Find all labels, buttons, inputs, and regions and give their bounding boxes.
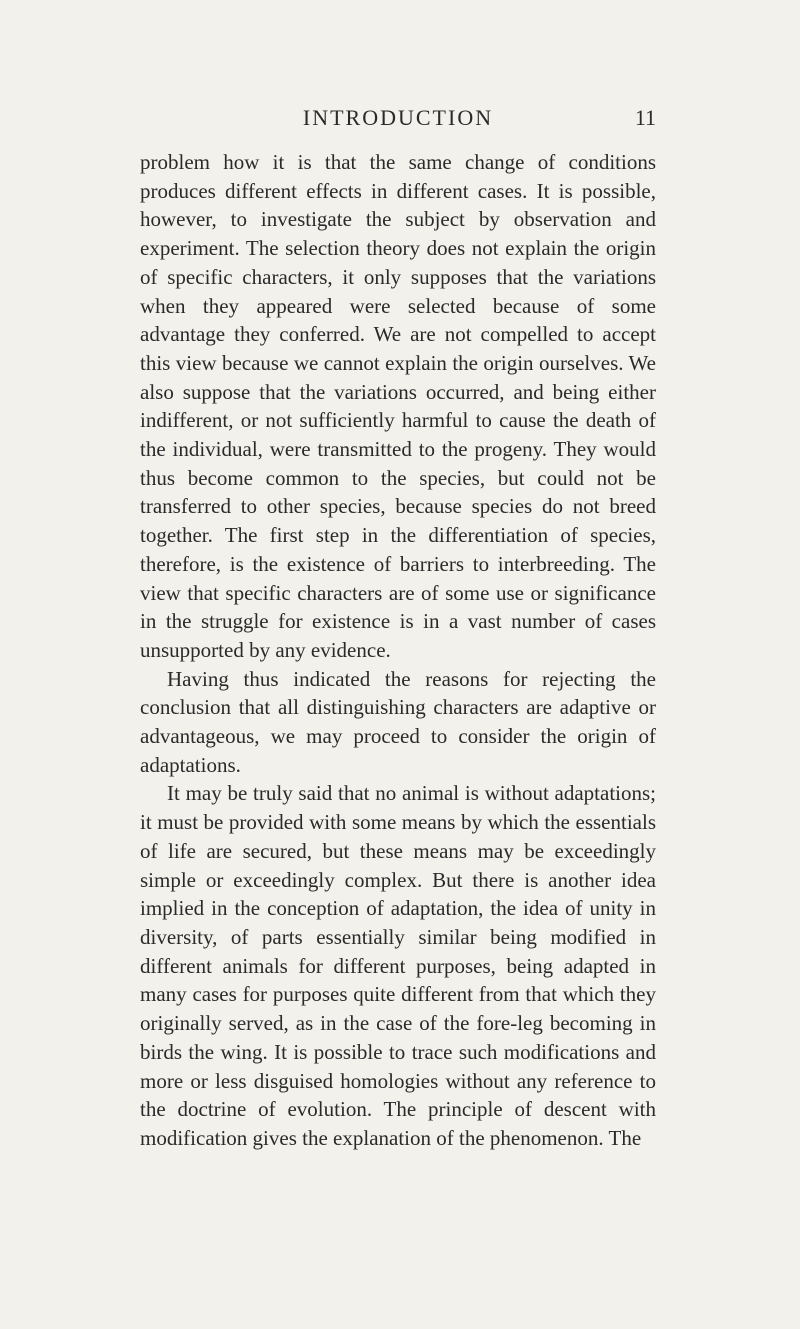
running-head bbox=[140, 100, 656, 136]
paragraph: It may be truly said that no animal is without adaptations; it must be provided with some means by which the essentials of life are secured, but these means may be exceedingly simple or exceedingly complex. But there is another idea implied in the conception of adaptation, the idea of unity in diversity, of parts essentially similar being modified in different animals for different purposes, being adapted in many cases for purposes quite different from that which they originally served, as in the case of the fore-leg becoming in birds the wing. It is possible to trace such modifications and more or less disguised homologies without any reference to the doctrine of evolution. The principle of descent with modification gives the explanation of the phenomenon. The bbox=[140, 781, 656, 1150]
page-number: 11 bbox=[634, 105, 656, 130]
paragraph: Having thus indicated the reasons for rejecting the conclusion that all distinguishing characters are adaptive or advantageous, we may proceed to consider the origin of adaptations. bbox=[140, 666, 656, 777]
body-text bbox=[140, 148, 656, 1153]
running-title: INTRODUCTION bbox=[302, 105, 494, 130]
paragraph: problem how it is that the same change of conditions produces different effects in different cases. It is possible, however, to investigate the subject by observation and experiment. The selection theory does not explain the origin of specific characters, it only supposes that the variations when they appeared were selected because of some advantage they conferred. We are not compelled to accept this view because we cannot explain the origin ourselves. We also suppose that the variations occurred, and being either indifferent, or not sufficiently harmful to cause the death of the individual, were transmitted to the progeny. They would thus become common to the species, but could not be transferred to other species, because species do not breed together. The first step in the differentiation of species, therefore, is the existence of barriers to interbreeding. The view that specific characters are of some use or significance in the struggle for existence is in a vast number of cases unsupported by any evidence. bbox=[140, 150, 656, 662]
